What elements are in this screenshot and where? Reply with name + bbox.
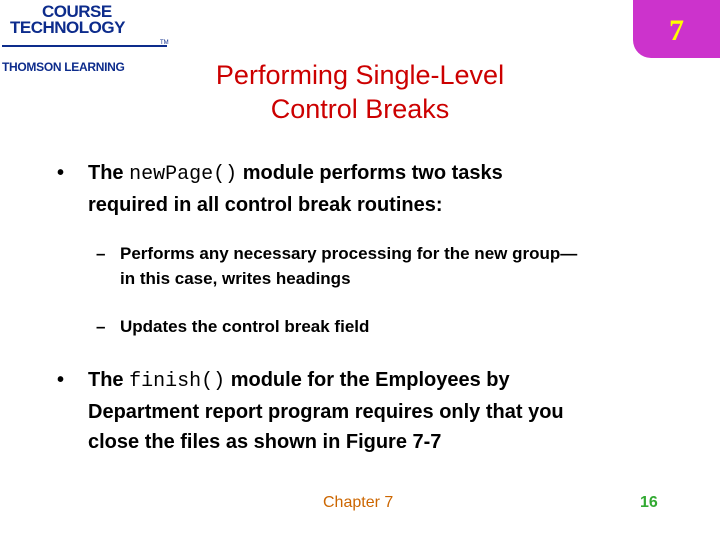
code-newpage: newPage(): [129, 163, 238, 186]
subbullet-line: Updates the control break field: [120, 317, 370, 336]
bullet-marker: •: [57, 369, 65, 391]
bullet-prefix: The: [88, 369, 130, 391]
footer-chapter: Chapter 7: [323, 494, 394, 511]
course-technology-logo: [0, 0, 175, 80]
slide-title: [150, 58, 570, 126]
bullet-line: [88, 365, 564, 397]
bullet-line: close the files as shown in Figure 7-7: [88, 431, 442, 453]
bullet-marker: •: [57, 162, 65, 184]
logo-line-thomson-learning: THOMSON LEARNING: [2, 60, 125, 74]
bullet-newpage: [57, 158, 503, 220]
chapter-badge-number: 7: [669, 14, 684, 47]
bullet-prefix: The: [88, 162, 130, 184]
logo-trademark: TM: [160, 40, 169, 46]
logo-line-course: COURSE: [42, 2, 112, 21]
slide-title-line-1: Performing Single-Level: [215, 60, 505, 90]
subbullet-line: in this case, writes headings: [120, 269, 351, 288]
bullet-finish: [57, 365, 564, 457]
subbullet-marker: –: [96, 244, 106, 263]
subbullet-update-field: [96, 314, 370, 339]
subbullet-marker: –: [96, 317, 106, 336]
footer-page-number: 16: [640, 494, 658, 511]
logo-line-technology: TECHNOLOGY: [10, 18, 125, 37]
bullet-line: Department report program requires only that you: [88, 401, 564, 423]
subbullet-processing: [96, 241, 578, 291]
chapter-badge: [633, 0, 720, 58]
logo-divider: [2, 45, 167, 47]
code-finish: finish(): [129, 370, 226, 393]
slide-title-line-2: Control Breaks: [270, 94, 450, 124]
bullet-line: required in all control break routines:: [88, 194, 443, 216]
subbullet-line: Performs any necessary processing for the new group—: [120, 244, 578, 263]
bullet-suffix: module performs two tasks: [237, 162, 503, 184]
bullet-suffix: module for the Employees by: [225, 369, 510, 391]
bullet-line: [88, 158, 503, 190]
